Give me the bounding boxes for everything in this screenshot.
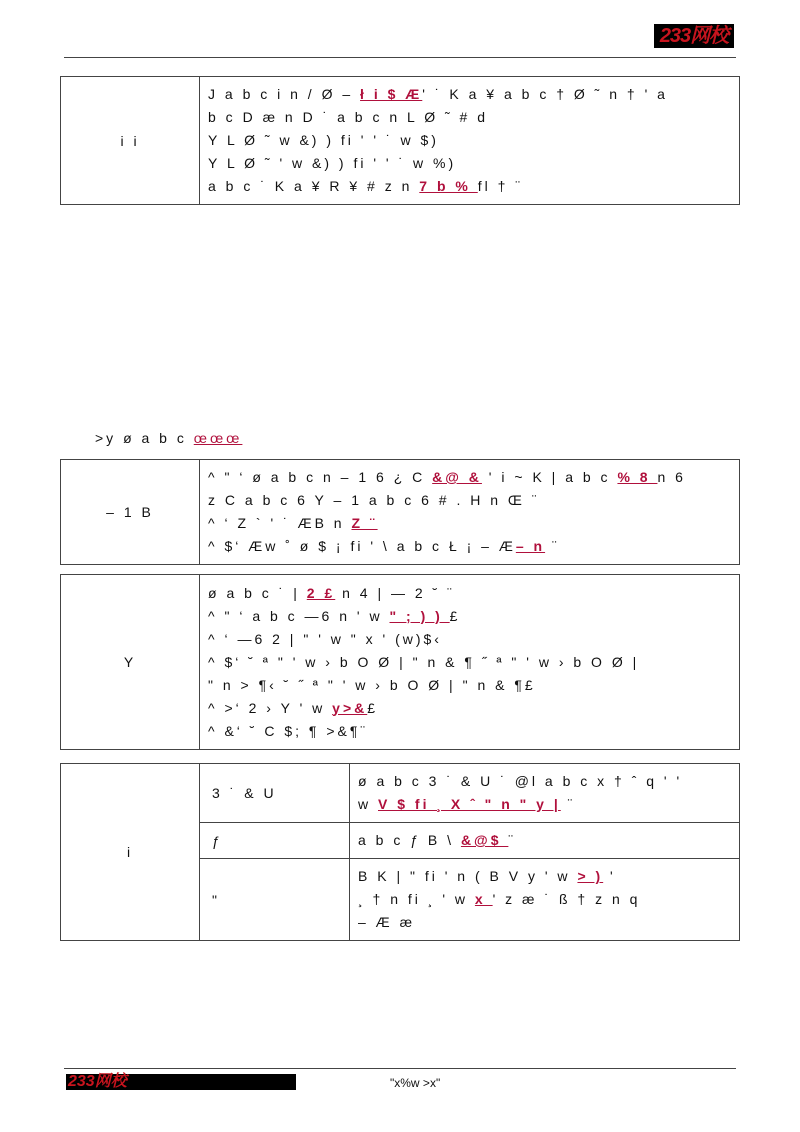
table3-label: Y [61,575,200,750]
table3-line-4: ^ $‘ ˘ ª " ' w › b O Ø | " n & ¶ ˝ ª " ' w › b O Ø | [208,653,640,670]
section-title: >y ø a b c œœœ [95,430,243,446]
table2-label: – 1 B [61,460,200,565]
table4-row1-line-1: ø a b c 3 ˙ & U ˙ @l a b c x † ˆ q ' ' [358,773,683,789]
table4-row2-line-1: a b c ƒ B \ &@$ ¨ [358,832,517,848]
table4-row3-sub: " [200,859,350,941]
header-rule [64,57,736,58]
table2-line-4: ^ $‘ Æw ˚ ø $ ¡ fi ' \ a b c Ł ¡ – Æ– n ¨ [208,538,560,554]
table4-row3-line-3: – Æ æ [358,914,416,930]
table3-content [200,575,740,750]
table4-row1-line-2: w V $ fi ¸ X ˆ " n " y | ¨ [358,796,576,812]
table1-label: i i [61,77,200,205]
table3-line-7: ^ &‘ ˘ C $; ¶ >&¶¨ [208,722,369,739]
table1-line-3: Y L Ø ˜ w &) ) fi ' ' ˙ w $) [208,132,439,148]
table-1 [60,76,740,205]
table4-row2-sub: ƒ [200,823,350,859]
table-4 [60,763,740,941]
table4-row1-sub: 3 ˙ & U [200,764,350,823]
table3-line-6: ^ >‘ 2 › Y ' w y>&£ [208,699,379,716]
table4-row3-line-1: B K | " fi ' n ( B V y ' w > ) ' [358,868,616,884]
table2-line-3: ^ ‘ Z ` ' ˙ ÆB n Z ¨ [208,515,378,531]
table1-line-4: Y L Ø ˜ ' w &) ) fi ' ' ˙ w %) [208,155,457,171]
table1-line-5: a b c ˙ K a ¥ R ¥ # z n 7 b % fl † ¨ [208,178,523,194]
table3-line-2: ^ " ‘ a b c —6 n ' w " ; ) ) £ [208,607,461,624]
table4-label: i [61,764,200,941]
table-3 [60,574,740,750]
table4-row2-content [350,823,740,859]
table-2 [60,459,740,565]
table2-content [200,460,740,565]
table1-line-2: b c D æ n D ˙ a b c n L Ø ˜ # d [208,109,488,125]
table1-content [200,77,740,205]
footer-rule [64,1068,736,1069]
footer-logo: 233网校 [68,1073,127,1090]
table1-line-1: J a b c i n / Ø – ł i $ Æ' ˙ K a ¥ a b c † Ø ˜ n † ' a [208,86,668,102]
table4-row3-content [350,859,740,941]
table3-line-5: " n > ¶‹ ˘ ˝ ª " ' w › b O Ø | " n & ¶£ [208,676,536,693]
page-number: "x%w >x" [390,1076,441,1090]
table4-row1-content [350,764,740,823]
header-logo: 233网校 [654,24,734,48]
table4-row3-line-2: ¸ † n fi ¸ ' w x ' z æ ˙ ß † z n q [358,891,641,907]
table2-line-2: z C a b c 6 Y – 1 a b c 6 # . H n Œ ¨ [208,492,540,508]
table3-line-3: ^ ‘ —6 2 | " ' w " x ' (w)$‹ [208,630,442,647]
table3-line-1: ø a b c ˙ | 2 £ n 4 | — 2 ˘ ¨ [208,584,455,601]
table2-line-1: ^ " ‘ ø a b c n – 1 6 ¿ C &@ & ' i ~ K | a b c % 8 n 6 [208,469,686,485]
